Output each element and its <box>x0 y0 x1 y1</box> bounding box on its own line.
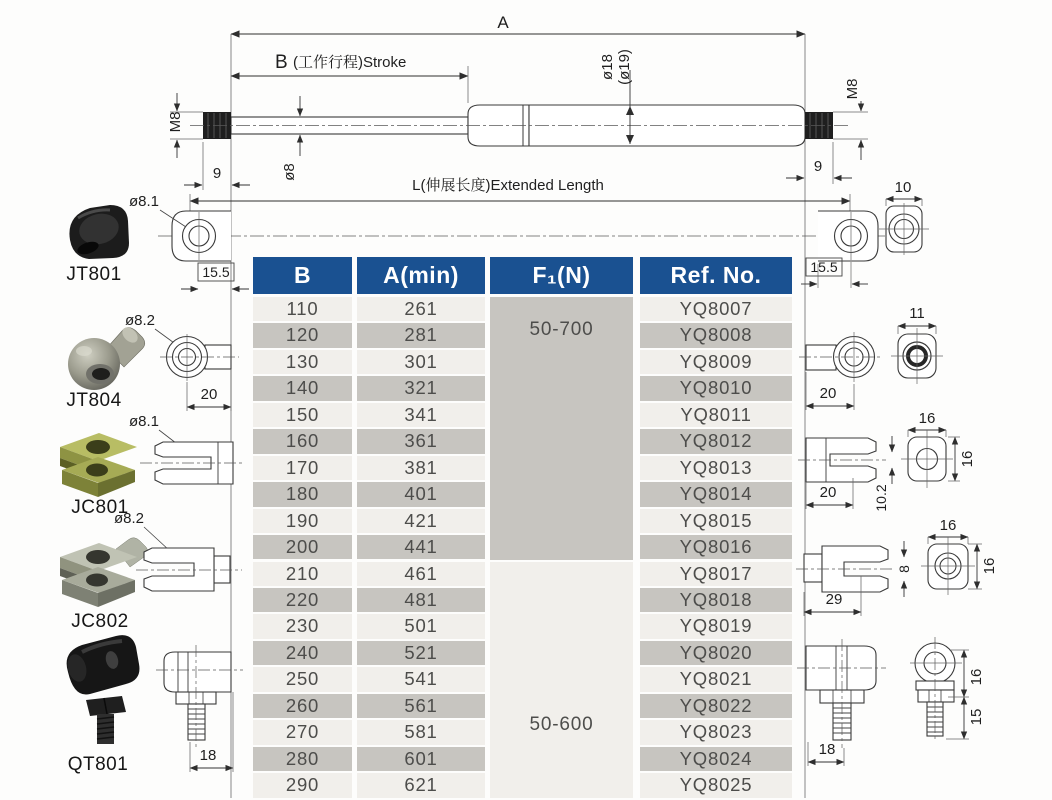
force-range-block <box>490 297 633 560</box>
table-cell: YQ8025 <box>640 773 792 797</box>
table-cell: 541 <box>357 667 485 691</box>
table-cell: 281 <box>357 323 485 347</box>
jc802-name: JC802 <box>71 611 129 632</box>
table-cell: YQ8022 <box>640 694 792 718</box>
dim-thread-length-left: 9 <box>212 165 222 182</box>
table-cell: 501 <box>357 614 485 638</box>
qt801-stud-offset: 18 <box>199 747 217 764</box>
table-cell: YQ8015 <box>640 509 792 533</box>
jt804-front-width: 11 <box>909 305 925 322</box>
table-cell: 120 <box>253 323 352 347</box>
table-cell: 280 <box>253 747 352 771</box>
table-cell: YQ8017 <box>640 562 792 586</box>
dim-thread-left: M8 <box>167 111 184 133</box>
column-header: Ref. No. <box>640 257 792 294</box>
table-cell: YQ8010 <box>640 376 792 400</box>
table-cell: 290 <box>253 773 352 797</box>
dim-overall-length: A <box>497 13 509 32</box>
dim-tube-diameter-alt: (ø19) <box>616 49 633 85</box>
table-cell: 210 <box>253 562 352 586</box>
dim-stroke-letter: B <box>275 52 288 73</box>
table-cell: YQ8012 <box>640 429 792 453</box>
table-cell: YQ8020 <box>640 641 792 665</box>
table-cell: 461 <box>357 562 485 586</box>
table-cell: 150 <box>253 403 352 427</box>
jc801-slot-depth: 10.2 <box>873 484 889 512</box>
table-cell: YQ8019 <box>640 614 792 638</box>
table-cell: 130 <box>253 350 352 374</box>
table-cell: YQ8007 <box>640 297 792 321</box>
qt801-eye-height: 16 <box>968 668 985 686</box>
table-cell: 401 <box>357 482 485 506</box>
table-cell: YQ8016 <box>640 535 792 559</box>
jc801-side-length: 20 <box>819 484 837 501</box>
table-cell: YQ8009 <box>640 350 792 374</box>
table-cell: 561 <box>357 694 485 718</box>
table-cell: 341 <box>357 403 485 427</box>
jt804-side-length: 20 <box>200 386 218 403</box>
table-cell: 301 <box>357 350 485 374</box>
dim-thread-length-right: 9 <box>813 158 823 175</box>
table-cell: YQ8018 <box>640 588 792 612</box>
table-cell: 361 <box>357 429 485 453</box>
force-range-label: 50-600 <box>529 713 594 735</box>
table-cell: 581 <box>357 720 485 744</box>
dim-eyelet-width-left: 15.5 <box>202 264 230 280</box>
table-cell: 321 <box>357 376 485 400</box>
jc802-front-height: 16 <box>981 557 998 575</box>
qt801-name: QT801 <box>67 754 129 775</box>
dim-eyelet-width-right: 15.5 <box>810 259 838 275</box>
table-cell: 230 <box>253 614 352 638</box>
table-cell: YQ8021 <box>640 667 792 691</box>
table-cell: 381 <box>357 456 485 480</box>
table-cell: 441 <box>357 535 485 559</box>
jc802-side-length: 29 <box>825 591 843 608</box>
table-cell: 261 <box>357 297 485 321</box>
table-cell: 601 <box>357 747 485 771</box>
table-cell: 421 <box>357 509 485 533</box>
jc802-hole-dia-label: ø8.2 <box>113 510 145 527</box>
column-header: F₁(N) <box>490 257 633 294</box>
jc802-slot-width: 8 <box>896 565 912 573</box>
jt801-hole-dia-label: ø8.1 <box>128 193 160 210</box>
jt804-side-length-right: 20 <box>819 385 837 402</box>
table-cell: 270 <box>253 720 352 744</box>
jt804-hole-dia-label: ø8.2 <box>124 312 156 329</box>
column-header: B <box>253 257 352 294</box>
table-cell: 621 <box>357 773 485 797</box>
jt801-name: JT801 <box>66 264 122 285</box>
table-cell: YQ8014 <box>640 482 792 506</box>
table-cell: 521 <box>357 641 485 665</box>
force-range-block <box>490 562 633 798</box>
table-cell: 110 <box>253 297 352 321</box>
dim-stroke-note: (工作行程)Stroke <box>293 54 407 71</box>
table-cell: 220 <box>253 588 352 612</box>
table-cell: 250 <box>253 667 352 691</box>
dim-extended-length: L(伸展长度)Extended Length <box>412 177 604 194</box>
table-cell: 190 <box>253 509 352 533</box>
force-range-label: 50-700 <box>529 319 594 340</box>
table-cell: 240 <box>253 641 352 665</box>
qt801-stud-offset-right: 18 <box>818 741 836 758</box>
jc801-front-width: 16 <box>918 410 936 427</box>
table-cell: 140 <box>253 376 352 400</box>
table-cell: 481 <box>357 588 485 612</box>
table-cell: 200 <box>253 535 352 559</box>
jt801-front-width: 10 <box>894 179 912 196</box>
dim-thread-right: M8 <box>844 78 861 100</box>
jc801-name: JC801 <box>71 497 129 518</box>
table-cell: 160 <box>253 429 352 453</box>
table-cell: YQ8011 <box>640 403 792 427</box>
dim-rod-diameter: ø8 <box>281 163 298 181</box>
table-cell: YQ8013 <box>640 456 792 480</box>
table-cell: 180 <box>253 482 352 506</box>
table-cell: 260 <box>253 694 352 718</box>
table-cell: YQ8023 <box>640 720 792 744</box>
table-cell: YQ8008 <box>640 323 792 347</box>
table-cell: 170 <box>253 456 352 480</box>
jc801-hole-dia-label: ø8.1 <box>128 413 160 430</box>
jc802-front-width: 16 <box>939 517 957 534</box>
table-cell: YQ8024 <box>640 747 792 771</box>
dim-tube-diameter: ø18 <box>599 54 616 80</box>
column-header: A(min) <box>357 257 485 294</box>
qt801-thread-length: 15 <box>968 708 985 726</box>
jc801-front-height: 16 <box>959 450 976 468</box>
jt804-name: JT804 <box>66 390 122 411</box>
